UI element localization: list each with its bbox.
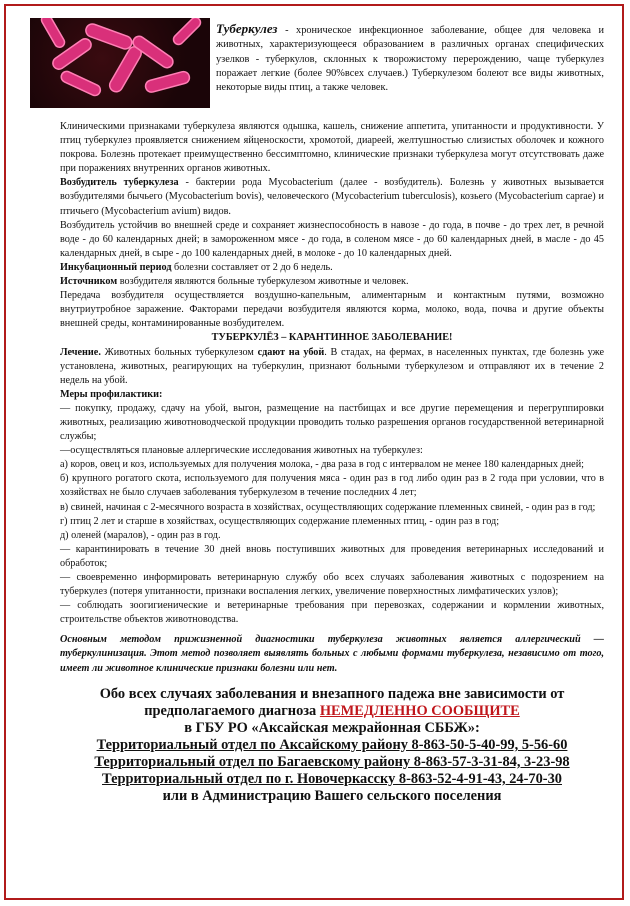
stability-paragraph: Возбудитель устойчив во внешней среде и сохраняет жизнеспособность в навозе - до года, в почве - до трех лет, в речной воде - до 60 календарных дней; в замороженном мясе - до года, в соленом мясе - до 60 календарных дней, в масле - до 45 календарных дней, в сыре - до 100 календарных дней, в молоке - до 10 календарных дней. <box>60 219 604 259</box>
agent-label: Возбудитель туберкулеза <box>60 177 179 189</box>
treatment-paragraph <box>60 346 604 388</box>
incubation-paragraph <box>60 261 604 275</box>
treatment-label: Лечение. <box>60 346 101 358</box>
measure-item: д) оленей (маралов), - один раз в год. <box>60 529 221 541</box>
leaflet <box>60 22 604 805</box>
incubation-text: болезни составляет от 2 до 6 недель. <box>171 261 333 273</box>
measure-item: в) свиней, начиная с 2-месячного возраста в хозяйствах, осуществляющих содержание племенных свиней, - один раз в год; <box>60 501 596 513</box>
intro-definition <box>216 22 604 95</box>
incubation-label: Инкубационный период <box>60 261 172 273</box>
transmission-paragraph: Передача возбудителя осуществляется воздушно-капельным, алиментарным и контактным путями, возможно внутриутробное заражение. Факторами передачи возбудителя являются корма, молоко, вода, почва и другие объекты внешней среды, контаминированные возбудителем. <box>60 290 604 330</box>
measures-heading <box>60 388 604 402</box>
source-paragraph <box>60 275 604 289</box>
footer-line-3: в ГБУ РО «Аксайская межрайонная СББЖ»: <box>184 719 480 736</box>
intro-term: Туберкулез <box>216 21 278 36</box>
agent-text: - бактерии рода Mycobacterium (далее - возбудитель). Болезнь у животных вызывается возбудителями бычьего (Mycobacterium bovis), человеческого (Mycobacterium tuberculosis), козьего (Mycobacterium caprae) и птичьего (Mycobacterium avium) видов. <box>60 177 604 217</box>
footer-line-7: или в Администрацию Вашего сельского поселения <box>162 787 502 804</box>
source-text: возбудителя являются больные туберкулезом животные и человек. <box>117 276 409 288</box>
measure-item: г) птиц 2 лет и старше в хозяйствах, осуществляющих содержание племенных птиц, - один раз в год; <box>60 515 500 527</box>
contact-bagaevsky: Территориальный отдел по Багаевскому району 8-863-57-3-31-84, 3-23-98 <box>94 753 570 770</box>
intro-text: - хроническое инфекционное заболевание, общее для человека и животных, характеризующееся образованием в различных органах специфических узелков - туберкулов, склонных к творожистому перерождению, чаще туберкулез поражает легкие (более 90%всех случаев.) Туберкулезом болеют все виды животных, некоторые виды птиц, а также человек. <box>216 25 604 94</box>
main-text <box>60 120 604 627</box>
measure-item: — соблюдать зоогигиенические и ветеринарные требования при перевозках, содержании и кормлении животных, строительстве объектов животноводства. <box>60 600 604 626</box>
measure-item: — своевременно информировать ветеринарную службу обо всех случаях заболевания животных с подозрением на туберкулез (потеря упитанности, признаки воспаления легких, увеличение поверхностных лимфатических узлов); <box>60 572 604 598</box>
bacteria-illustration <box>30 18 210 108</box>
contact-aksai: Территориальный отдел по Аксайскому району 8-863-50-5-40-99, 5-56-60 <box>96 736 568 753</box>
contact-block <box>60 686 604 805</box>
measure-item: б) крупного рогатого скота, используемого для получения мяса - один раз в год либо один раз в 2 года при условии, что в хозяйствах не было случаев заболевания туберкулезом в течение последних 4 лет; <box>60 473 604 499</box>
measure-item: — карантинировать в течение 30 дней вновь поступивших животных для проведения ветеринарных исследований и обработок; <box>60 543 604 569</box>
contact-novocherkassk: Территориальный отдел по г. Новочеркасску 8-863-52-4-91-43, 24-70-30 <box>102 770 562 787</box>
source-label: Источником <box>60 276 118 288</box>
diagnostics-note: Основным методом прижизненной диагностики туберкулеза животных является аллергический — туберкулинизация. Этот метод позволяет выявлять больных с любыми формами туберкулеза, независимо от того, имеет ли животное клинические признаки болезни или нет. <box>60 634 604 674</box>
measure-item: а) коров, овец и коз, используемых для получения молока, - два раза в год с интервалом не менее 180 календарных дней; <box>60 459 584 471</box>
measures-label: Меры профилактики: <box>60 388 163 400</box>
urgent-notice: НЕМЕДЛЕННО СООБЩИТЕ <box>319 702 520 719</box>
treatment-text-a: Животных больных туберкулезом <box>100 346 258 358</box>
measure-item: —осуществляться плановые аллергические исследования животных на туберкулез: <box>60 445 423 457</box>
quarantine-heading: ТУБЕРКУЛЁЗ – КАРАНТИННОЕ ЗАБОЛЕВАНИЕ! <box>211 332 453 344</box>
agent-paragraph <box>60 176 604 218</box>
clinical-signs: Клиническими признаками туберкулеза являются одышка, кашель, снижение аппетита, упитанности и продуктивности. У птиц туберкулез проявляется снижением яйценоскости, хромотой, диареей, желтушностью слизистых оболочек и кожного покрова. Болезнь протекает преимущественно бессимптомно, клинические признаки туберкулеза могут отсутствовать даже при поражениях внутренних органов животных. <box>60 121 604 175</box>
footer-line-2a: предполагаемого диагноза <box>144 702 320 719</box>
bacteria-icon <box>30 18 210 108</box>
header-block <box>60 22 604 114</box>
footer-line-2 <box>60 703 604 720</box>
treatment-text-c: . В стадах, на фермах, в населенных пунктах, где болезнь уже установлена, животных, реагирующих на туберкулин, признают больными туберкулезом и отправляют их в течение 2 недель на убой. <box>60 346 604 386</box>
treatment-emphasis: сдают на убой <box>257 346 325 358</box>
measure-item: — покупку, продажу, сдачу на убой, выгон, размещение на пастбищах и все другие перемещения и перегруппировки животных, реализацию животноводческой продукции проводить только разрешения органов государственной ветеринарной службы; <box>60 402 604 443</box>
footer-line-1: Обо всех случаях заболевания и внезапного падежа вне зависимости от <box>99 685 565 702</box>
